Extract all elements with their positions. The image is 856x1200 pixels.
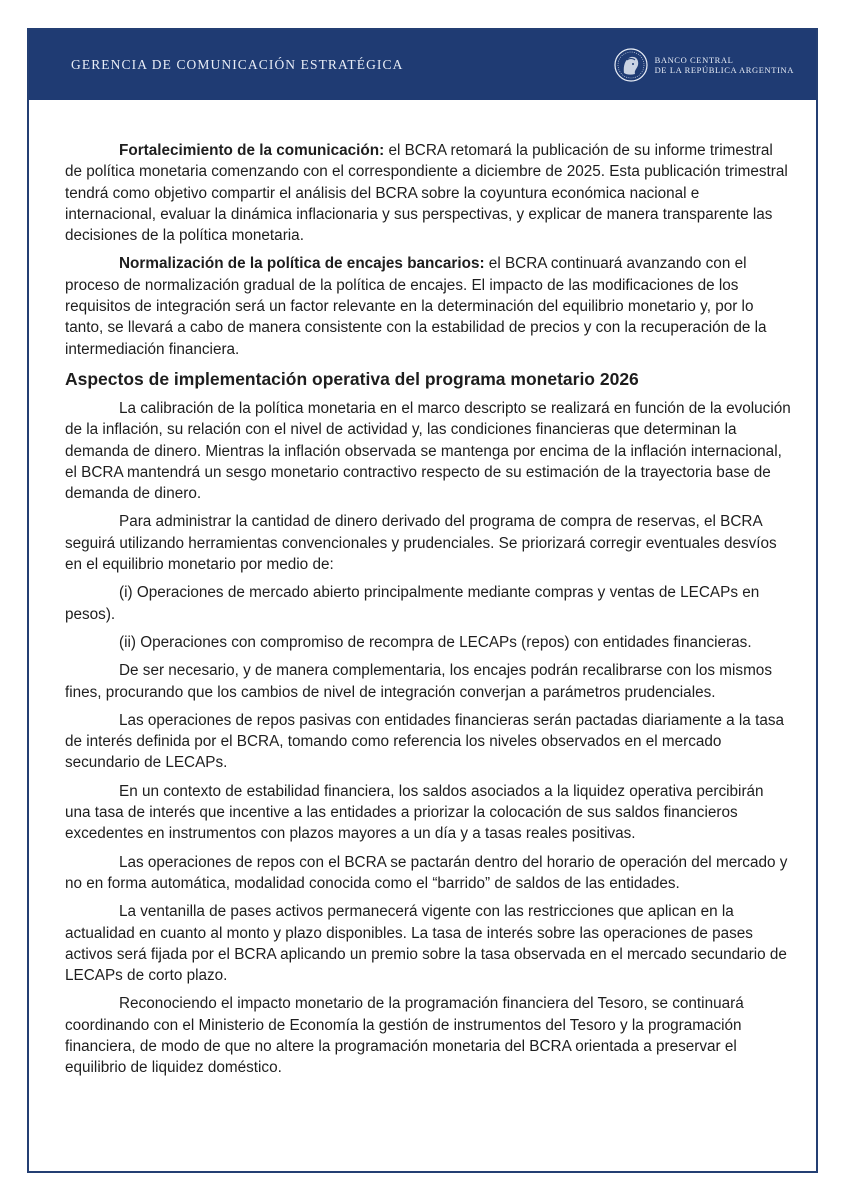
bcra-logo-icon [613, 46, 649, 84]
document-page [27, 28, 818, 1173]
list-item-continuation: pesos). [65, 605, 116, 623]
paragraph: La calibración de la política monetaria en el marco descripto se realizará en función de la evolución de la inflación, su relación con el nivel de actividad y, las condiciones financieras que determinan la demanda de dinero. Mientras la inflación observada se mantenga por encima de la inflación internacional, el BCRA mantendrá un sesgo monetario contractivo respecto de su estimación de la trayectoria base de demanda de dinero. [65, 399, 791, 503]
section-heading: Aspectos de implementación operativa del programa monetario 2026 [65, 368, 639, 389]
paragraph-reserve-requirements [65, 253, 791, 359]
paragraph-text: el BCRA retomará la publicación de su informe trimestral de política monetaria comenzando con el correspondiente a diciembre de 2025. Esta publicación trimestral tendrá como objetivo compartir el análisis del BCRA sobre la coyuntura económica nacional e internacional, evaluar la dinámica inflacionaria y sus perspectivas, y explicar de manera transparente las decisiones de la política monetaria. [65, 142, 788, 245]
paragraph: Las operaciones de repos pasivas con entidades financieras serán pactadas diariamente a la tasa de interés definida por el BCRA, tomando como referencia los niveles observados en el mercado secundario de LECAPs. [65, 711, 784, 772]
brand-name [655, 55, 794, 75]
paragraph: Reconociendo el impacto monetario de la programación financiera del Tesoro, se continuará coordinando con el Ministerio de Economía la gestión de instrumentos del Tesoro y la programación financiera, de modo de que no altere la programación monetaria del BCRA orientada a preservar el equilibrio de liquidez doméstico. [65, 995, 744, 1077]
document-header [29, 30, 816, 100]
paragraph-lead: Normalización de la política de encajes bancarios: [119, 255, 485, 273]
paragraph: De ser necesario, y de manera complementaria, los encajes podrán recalibrarse con los mismos fines, procurando que los cambios de nivel de integración converjan a parámetros prudenciales. [65, 662, 772, 701]
brand-line-1: BANCO CENTRAL [654, 55, 734, 65]
list-item: (ii) Operaciones con compromiso de recompra de LECAPs (repos) con entidades financieras. [119, 633, 752, 651]
document-body [65, 140, 791, 1086]
paragraph-lead: Fortalecimiento de la comunicación: [119, 142, 385, 159]
paragraph: En un contexto de estabilidad financiera, los saldos asociados a la liquidez operativa percibirán una tasa de interés que incentive a las entidades a priorizar la colocación de sus saldos financieros excedentes en instrumentos con plazos mayores a un día y a tasas reales positivas. [65, 782, 764, 843]
brand-line-2: DE LA REPÚBLICA ARGENTINA [654, 65, 794, 75]
list-item-text: (i) Operaciones de mercado abierto principalmente mediante compras y ventas de LECAPs en [119, 584, 760, 602]
list-item [65, 582, 791, 625]
paragraph-text: el BCRA continuará avanzando con el proceso de normalización gradual de la política de encajes. El impacto de las modificaciones de los requisitos de integración será un factor relevante en la determinación del equilibrio monetario y, por lo tanto, se llevará a cabo de manera consistente con la estabilidad de precios y con la recuperación de la intermediación financiera. [65, 255, 767, 358]
paragraph: Las operaciones de repos con el BCRA se pactarán dentro del horario de operación del mercado y no en forma automática, modalidad conocida como el “barrido” de saldos de las entidades. [65, 853, 788, 892]
paragraph: La ventanilla de pases activos permanecerá vigente con las restricciones que aplican en la actualidad en cuanto al monto y plazo disponibles. La tasa de interés sobre las operaciones de pases activos será fijada por el BCRA aplicando un premio sobre la tasa observada en el mercado secundario de LECAPs de corto plazo. [65, 903, 787, 985]
paragraph: Para administrar la cantidad de dinero derivado del programa de compra de reservas, el BCRA seguirá utilizando herramientas convencionales y prudenciales. Se priorizará corregir eventuales desvíos en el equilibrio monetario por medio de: [65, 513, 777, 574]
paragraph-communication [65, 140, 791, 246]
bcra-brand [613, 46, 794, 84]
department-title: GERENCIA DE COMUNICACIÓN ESTRATÉGICA [71, 57, 404, 72]
